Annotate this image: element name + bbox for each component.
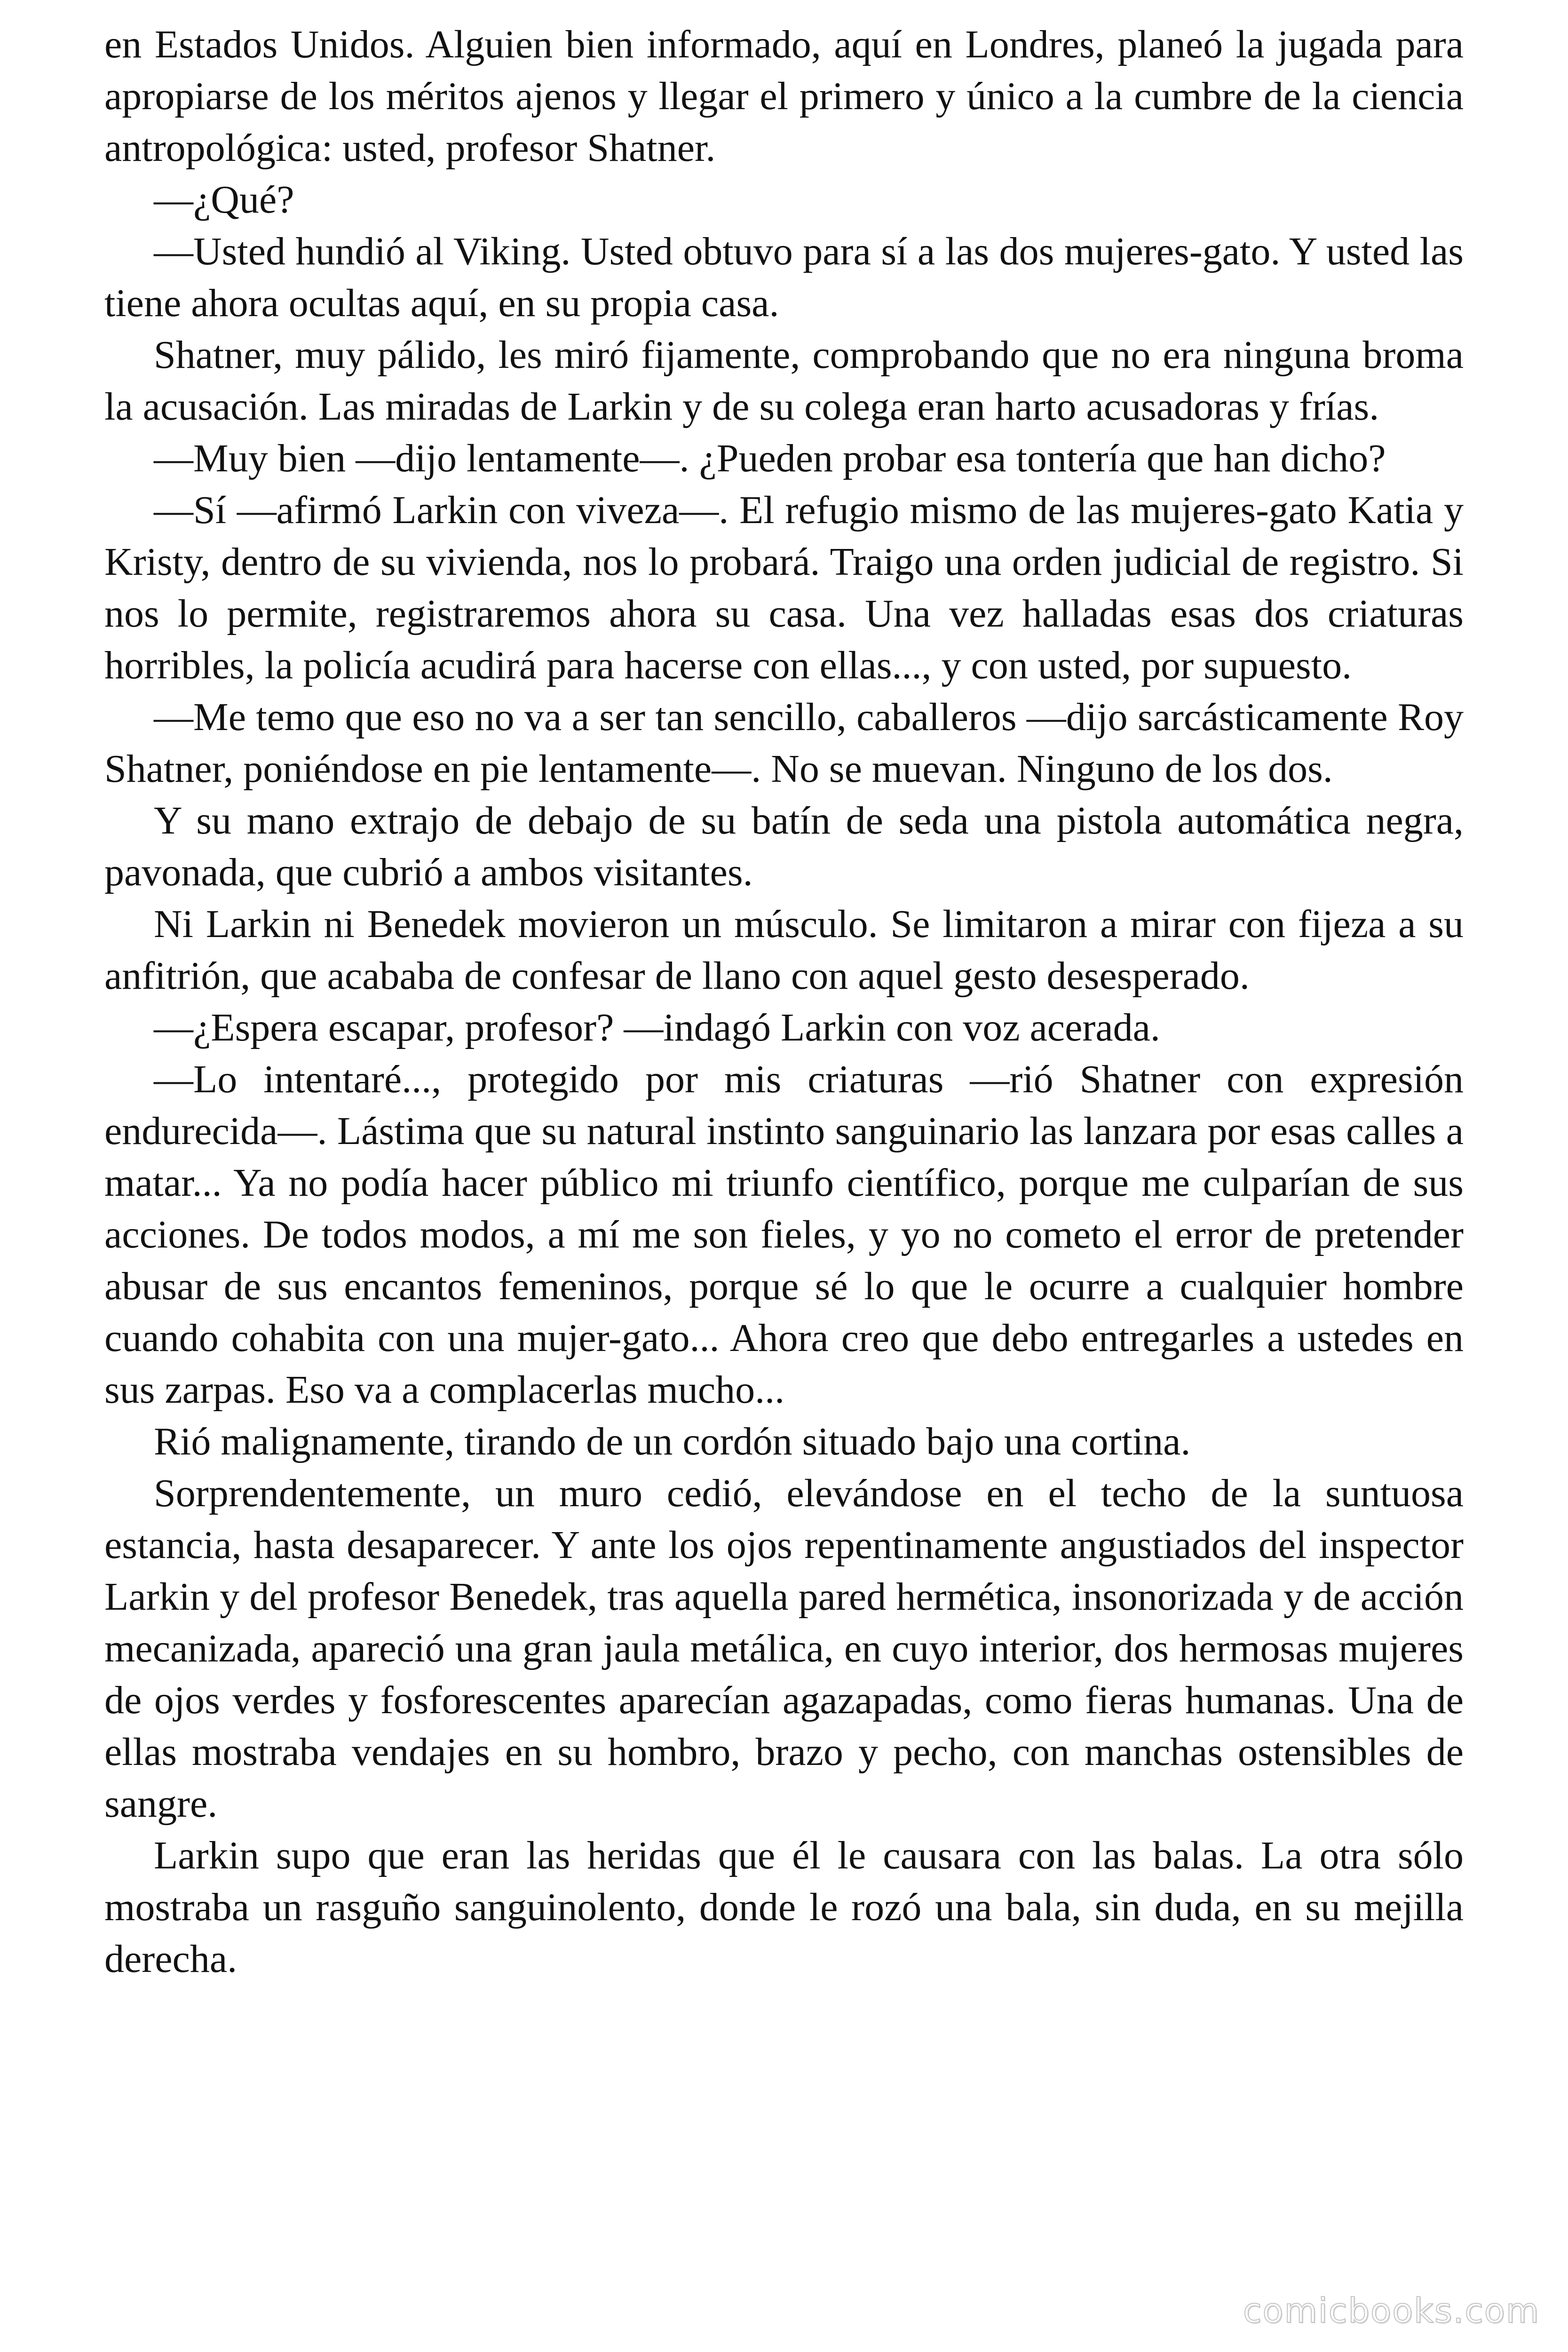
paragraph-7: —Me temo que eso no va a ser tan sencillo, caballeros —dijo sarcásticamente Roy Shatner, poniéndose en pie lentamente—. No se muevan. Ninguno de los dos. [104,695,1464,791]
watermark-logo: comicbooks.com [1243,2291,1540,2330]
page-body [104,19,1464,1985]
paragraph-13: Sorprendentemente, un muro cedió, elevándose en el techo de la suntuosa estancia, hasta desaparecer. Y ante los ojos repentinamente angustiados del inspector Larkin y del profesor Benedek, tras aquella pared hermética, insonorizada y de acción mecanizada, apareció una gran jaula metálica, en cuyo interior, dos hermosas mujeres de ojos verdes y fosforescentes aparecían agazapadas, como fieras humanas. Una de ellas mostraba vendajes en su hombro, brazo y pecho, con manchas ostensibles de sangre. [104,1471,1464,1826]
paragraph-3: —Usted hundió al Viking. Usted obtuvo para sí a las dos mujeres-gato. Y usted las tiene ahora ocultas aquí, en su propia casa. [104,230,1464,325]
paragraph-6: —Sí —afirmó Larkin con viveza—. El refugio mismo de las mujeres-gato Katia y Kristy, dentro de su vivienda, nos lo probará. Traigo una orden judicial de registro. Si nos lo permite, registraremos ahora su casa. Una vez halladas esas dos criaturas horribles, la policía acudirá para hacerse con ellas..., y con usted, por supuesto. [104,488,1464,687]
paragraph-14: Larkin supo que eran las heridas que él le causara con las balas. La otra sólo mostraba un rasguño sanguinolento, donde le rozó una bala, sin duda, en su mejilla derecha. [104,1834,1464,1981]
paragraph-2: —¿Qué? [154,178,294,222]
paragraph-10: —¿Espera escapar, profesor? —indagó Larkin con voz acerada. [154,1006,1160,1049]
paragraph-8: Y su mano extrajo de debajo de su batín de seda una pistola automática negra, pavonada, que cubrió a ambos visitantes. [104,799,1464,894]
paragraph-12: Rió malignamente, tirando de un cordón situado bajo una cortina. [154,1420,1191,1463]
paragraph-11: —Lo intentaré..., protegido por mis criaturas —rió Shatner con expresión endurecida—. Lástima que su natural instinto sanguinario las lanzara por esas calles a matar... Ya no podía hacer público mi triunfo científico, porque me culparían de sus acciones. De todos modos, a mí me son fieles, y yo no cometo el error de pretender abusar de sus encantos femeninos, porque sé lo que le ocurre a cualquier hombre cuando cohabita con una mujer-gato... Ahora creo que debo entregarles a ustedes en sus zarpas. Eso va a complacerlas mucho... [104,1057,1464,1412]
paragraph-4: Shatner, muy pálido, les miró fijamente, comprobando que no era ninguna broma la acusación. Las miradas de Larkin y de su colega eran harto acusadoras y frías. [104,333,1464,429]
paragraph-5: —Muy bien —dijo lentamente—. ¿Pueden probar esa tontería que han dicho? [154,437,1386,480]
paragraph-9: Ni Larkin ni Benedek movieron un músculo. Se limitaron a mirar con fijeza a su anfitrión, que acababa de confesar de llano con aquel gesto desesperado. [104,902,1464,998]
paragraph-1: en Estados Unidos. Alguien bien informado, aquí en Londres, planeó la jugada para apropiarse de los méritos ajenos y llegar el primero y único a la cumbre de la ciencia antropológica: usted, profesor Shatner. [104,23,1464,170]
